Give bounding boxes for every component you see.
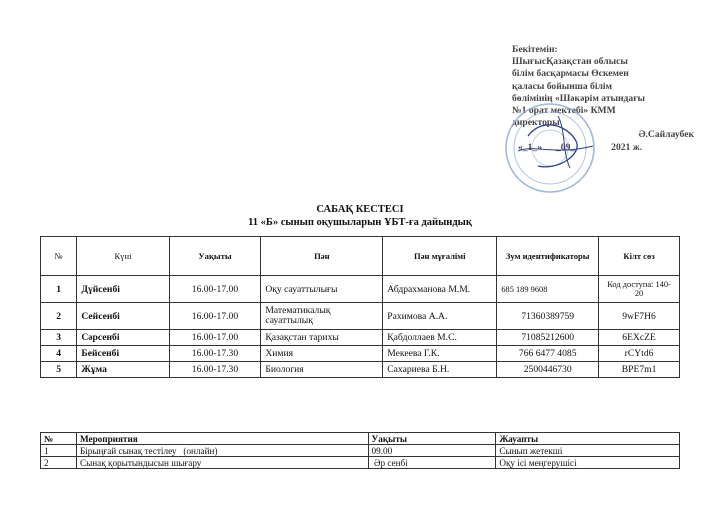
- cell-subject: Математикалық сауаттылық: [261, 303, 383, 330]
- cell-key: BPE7m1: [599, 362, 680, 378]
- events-header-name: Мероприятия: [76, 433, 368, 445]
- document-title: САБАҚ КЕСТЕСІ: [316, 204, 404, 215]
- event-name: Сынақ қорытындысын шығару: [76, 457, 368, 469]
- table-row: [41, 303, 680, 330]
- schedule-table: [40, 236, 680, 378]
- cell-key: 6EXcZE: [599, 330, 680, 346]
- approval-line: №1 орат мектебі» КММ: [512, 105, 616, 117]
- cell-day: Сейсенбі: [77, 303, 169, 330]
- cell-no: 4: [41, 346, 77, 362]
- col-header-teacher: Пән мұғалімі: [383, 237, 497, 276]
- event-no: 1: [41, 445, 77, 457]
- cell-no: 3: [41, 330, 77, 346]
- date-year: 2021 ж.: [611, 141, 643, 153]
- cell-day: Сәрсенбі: [77, 330, 169, 346]
- table-header-row: [41, 237, 680, 276]
- cell-teacher: Абдрахманова М.М.: [383, 276, 497, 303]
- approval-date: [512, 142, 712, 154]
- cell-key: Код доступа: 140-20: [599, 276, 680, 303]
- date-day: «_1_»: [518, 141, 542, 153]
- cell-key: rCYtd6: [599, 346, 680, 362]
- cell-teacher: Сахариева Б.Н.: [383, 362, 497, 378]
- cell-subject: Қазақстан тарихы: [261, 330, 383, 346]
- cell-day: Дүйсенбі: [77, 276, 169, 303]
- cell-time: 16.00-17.30: [169, 362, 261, 378]
- approval-line: ШығысҚазақстан облысы: [512, 56, 628, 68]
- col-header-subject: Пән: [261, 237, 383, 276]
- cell-time: 16.00-17.00: [169, 276, 261, 303]
- approval-line: білім басқармасы Өскемен: [512, 68, 629, 80]
- cell-zoom: 71085212600: [497, 330, 599, 346]
- cell-day: Бейсенбі: [77, 346, 169, 362]
- approval-line: бөлімінің «Шәкәрім атындағы: [512, 92, 646, 104]
- cell-no: 2: [41, 303, 77, 330]
- signature-name: Ә.Сайлаубек: [638, 129, 694, 141]
- event-resp: Сынып жетекші: [496, 445, 680, 457]
- cell-subject: Оқу сауаттылығы: [261, 276, 383, 303]
- events-header-time: Уақыты: [368, 433, 496, 445]
- table-row: [41, 346, 680, 362]
- cell-time: 16.00-17.30: [169, 346, 261, 362]
- events-header-resp: Жауапты: [496, 433, 680, 445]
- cell-teacher: Рахимова А.А.: [383, 303, 497, 330]
- approval-block: [512, 44, 712, 154]
- cell-no: 1: [41, 276, 77, 303]
- event-name: Бірыңғай сынақ тестілеу (онлайн): [76, 445, 368, 457]
- col-header-day: Күні: [77, 237, 169, 276]
- cell-key: 9wF7H6: [599, 303, 680, 330]
- event-time: 09.00: [368, 445, 496, 457]
- events-header-row: [41, 433, 680, 445]
- cell-zoom: 71360389759: [497, 303, 599, 330]
- table-row: [41, 362, 680, 378]
- cell-zoom: 2500446730: [497, 362, 599, 378]
- document-subtitle: 11 «Б» сынып оқушыларын ҰБТ-ға дайындық: [248, 217, 472, 228]
- event-no: 2: [41, 457, 77, 469]
- date-month: _09_: [555, 141, 576, 153]
- cell-zoom: 685 189 9608: [497, 276, 599, 303]
- table-row: [41, 330, 680, 346]
- signature-line: [512, 129, 712, 141]
- table-row: [41, 445, 680, 457]
- cell-time: 16.00-17.00: [169, 303, 261, 330]
- cell-subject: Химия: [261, 346, 383, 362]
- event-resp: Оқу ісі меңгерушісі: [496, 457, 680, 469]
- approval-line: Бекітемін:: [512, 44, 558, 55]
- cell-time: 16.00-17.00: [169, 330, 261, 346]
- col-header-zoom: Зум идентификаторы: [497, 237, 599, 276]
- table-row: [41, 276, 680, 303]
- cell-day: Жұма: [77, 362, 169, 378]
- cell-teacher: Мекеева Г.К.: [383, 346, 497, 362]
- col-header-key: Кілт сөз: [599, 237, 680, 276]
- event-time: Әр сенбі: [368, 457, 496, 469]
- events-table: [40, 432, 680, 469]
- cell-teacher: Қабдоллаев М.С.: [383, 330, 497, 346]
- table-row: [41, 457, 680, 469]
- approval-line: қаласы бойынша білім: [512, 80, 613, 92]
- cell-no: 5: [41, 362, 77, 378]
- cell-zoom: 766 6477 4085: [497, 346, 599, 362]
- col-header-time: Уақыты: [169, 237, 261, 276]
- approval-line: директоры: [512, 117, 560, 129]
- cell-subject: Биология: [261, 362, 383, 378]
- col-header-no: №: [41, 237, 77, 276]
- events-header-no: №: [41, 433, 77, 445]
